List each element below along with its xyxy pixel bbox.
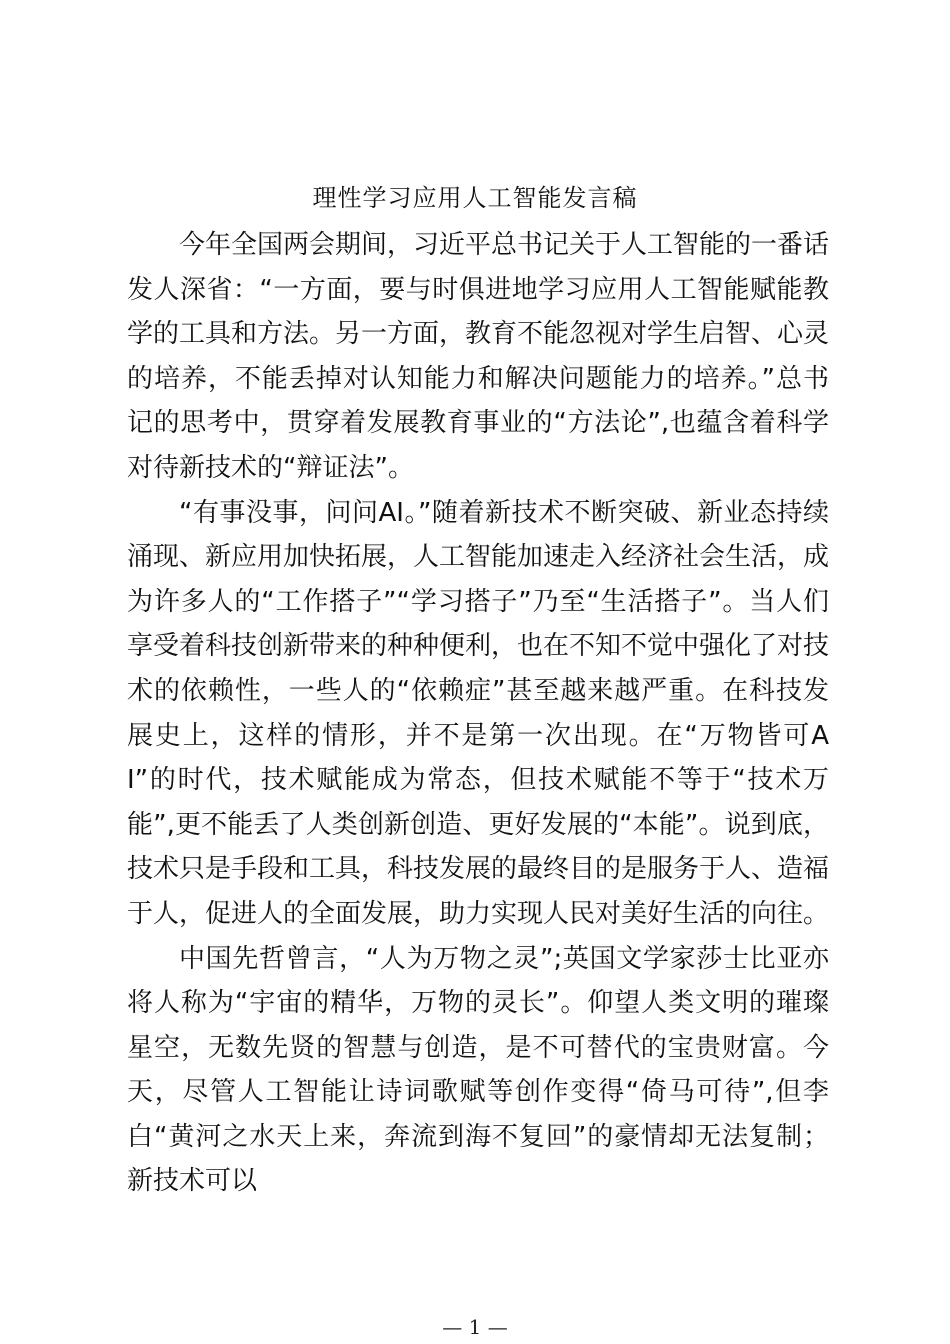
document-body: [127, 223, 829, 1204]
paragraph-1: 今年全国两会期间，习近平总书记关于人工智能的一番话发人深省：“一方面，要与时俱进地学习应用人工智能赋能教学的工具和方法。另一方面，教育不能忽视对学生启智、心灵的培养，不能丢掉对认知能力和解决问题能力的培养。”总书记的思考中，贯穿着发展教育事业的“方法论”,也蕴含着科学对待新技术的“辩证法”。: [127, 230, 830, 483]
document-title: 理性学习应用人工智能发言稿: [312, 184, 638, 212]
paragraph-3: 中国先哲曾言，“人为万物之灵”;英国文学家莎士比亚亦将人称为“宇宙的精华，万物的灵长”。仰望人类文明的璀璨星空，无数先贤的智慧与创造，是不可替代的宝贵财富。今天，尽管人工智能让诗词歌赋等创作变得“倚马可待”,但李白“黄河之水天上来，奔流到海不复回”的豪情却无法复制；新技术可以: [127, 943, 829, 1197]
paragraph-2: “有事没事，问问AI。”随着新技术不断突破、新业态持续涌现、新应用加快拓展，人工智能加速走入经济社会生活，成为许多人的“工作搭子”“学习搭子”乃至“生活搭子”。当人们享受着科技创新带来的种种便利，也在不知不觉中强化了对技术的依赖性，一些人的“依赖症”甚至越来越严重。在科技发展史上，这样的情形，并不是第一次出现。在“万物皆可AI”的时代，技术赋能成为常态，但技术赋能不等于“技术万能”,更不能丢了人类创新创造、更好发展的“本能”。说到底，技术只是手段和工具，科技发展的最终目的是服务于人、造福于人，促进人的全面发展，助力实现人民对美好生活的向往。: [127, 497, 830, 929]
page-number: — 1 —: [442, 1315, 508, 1339]
